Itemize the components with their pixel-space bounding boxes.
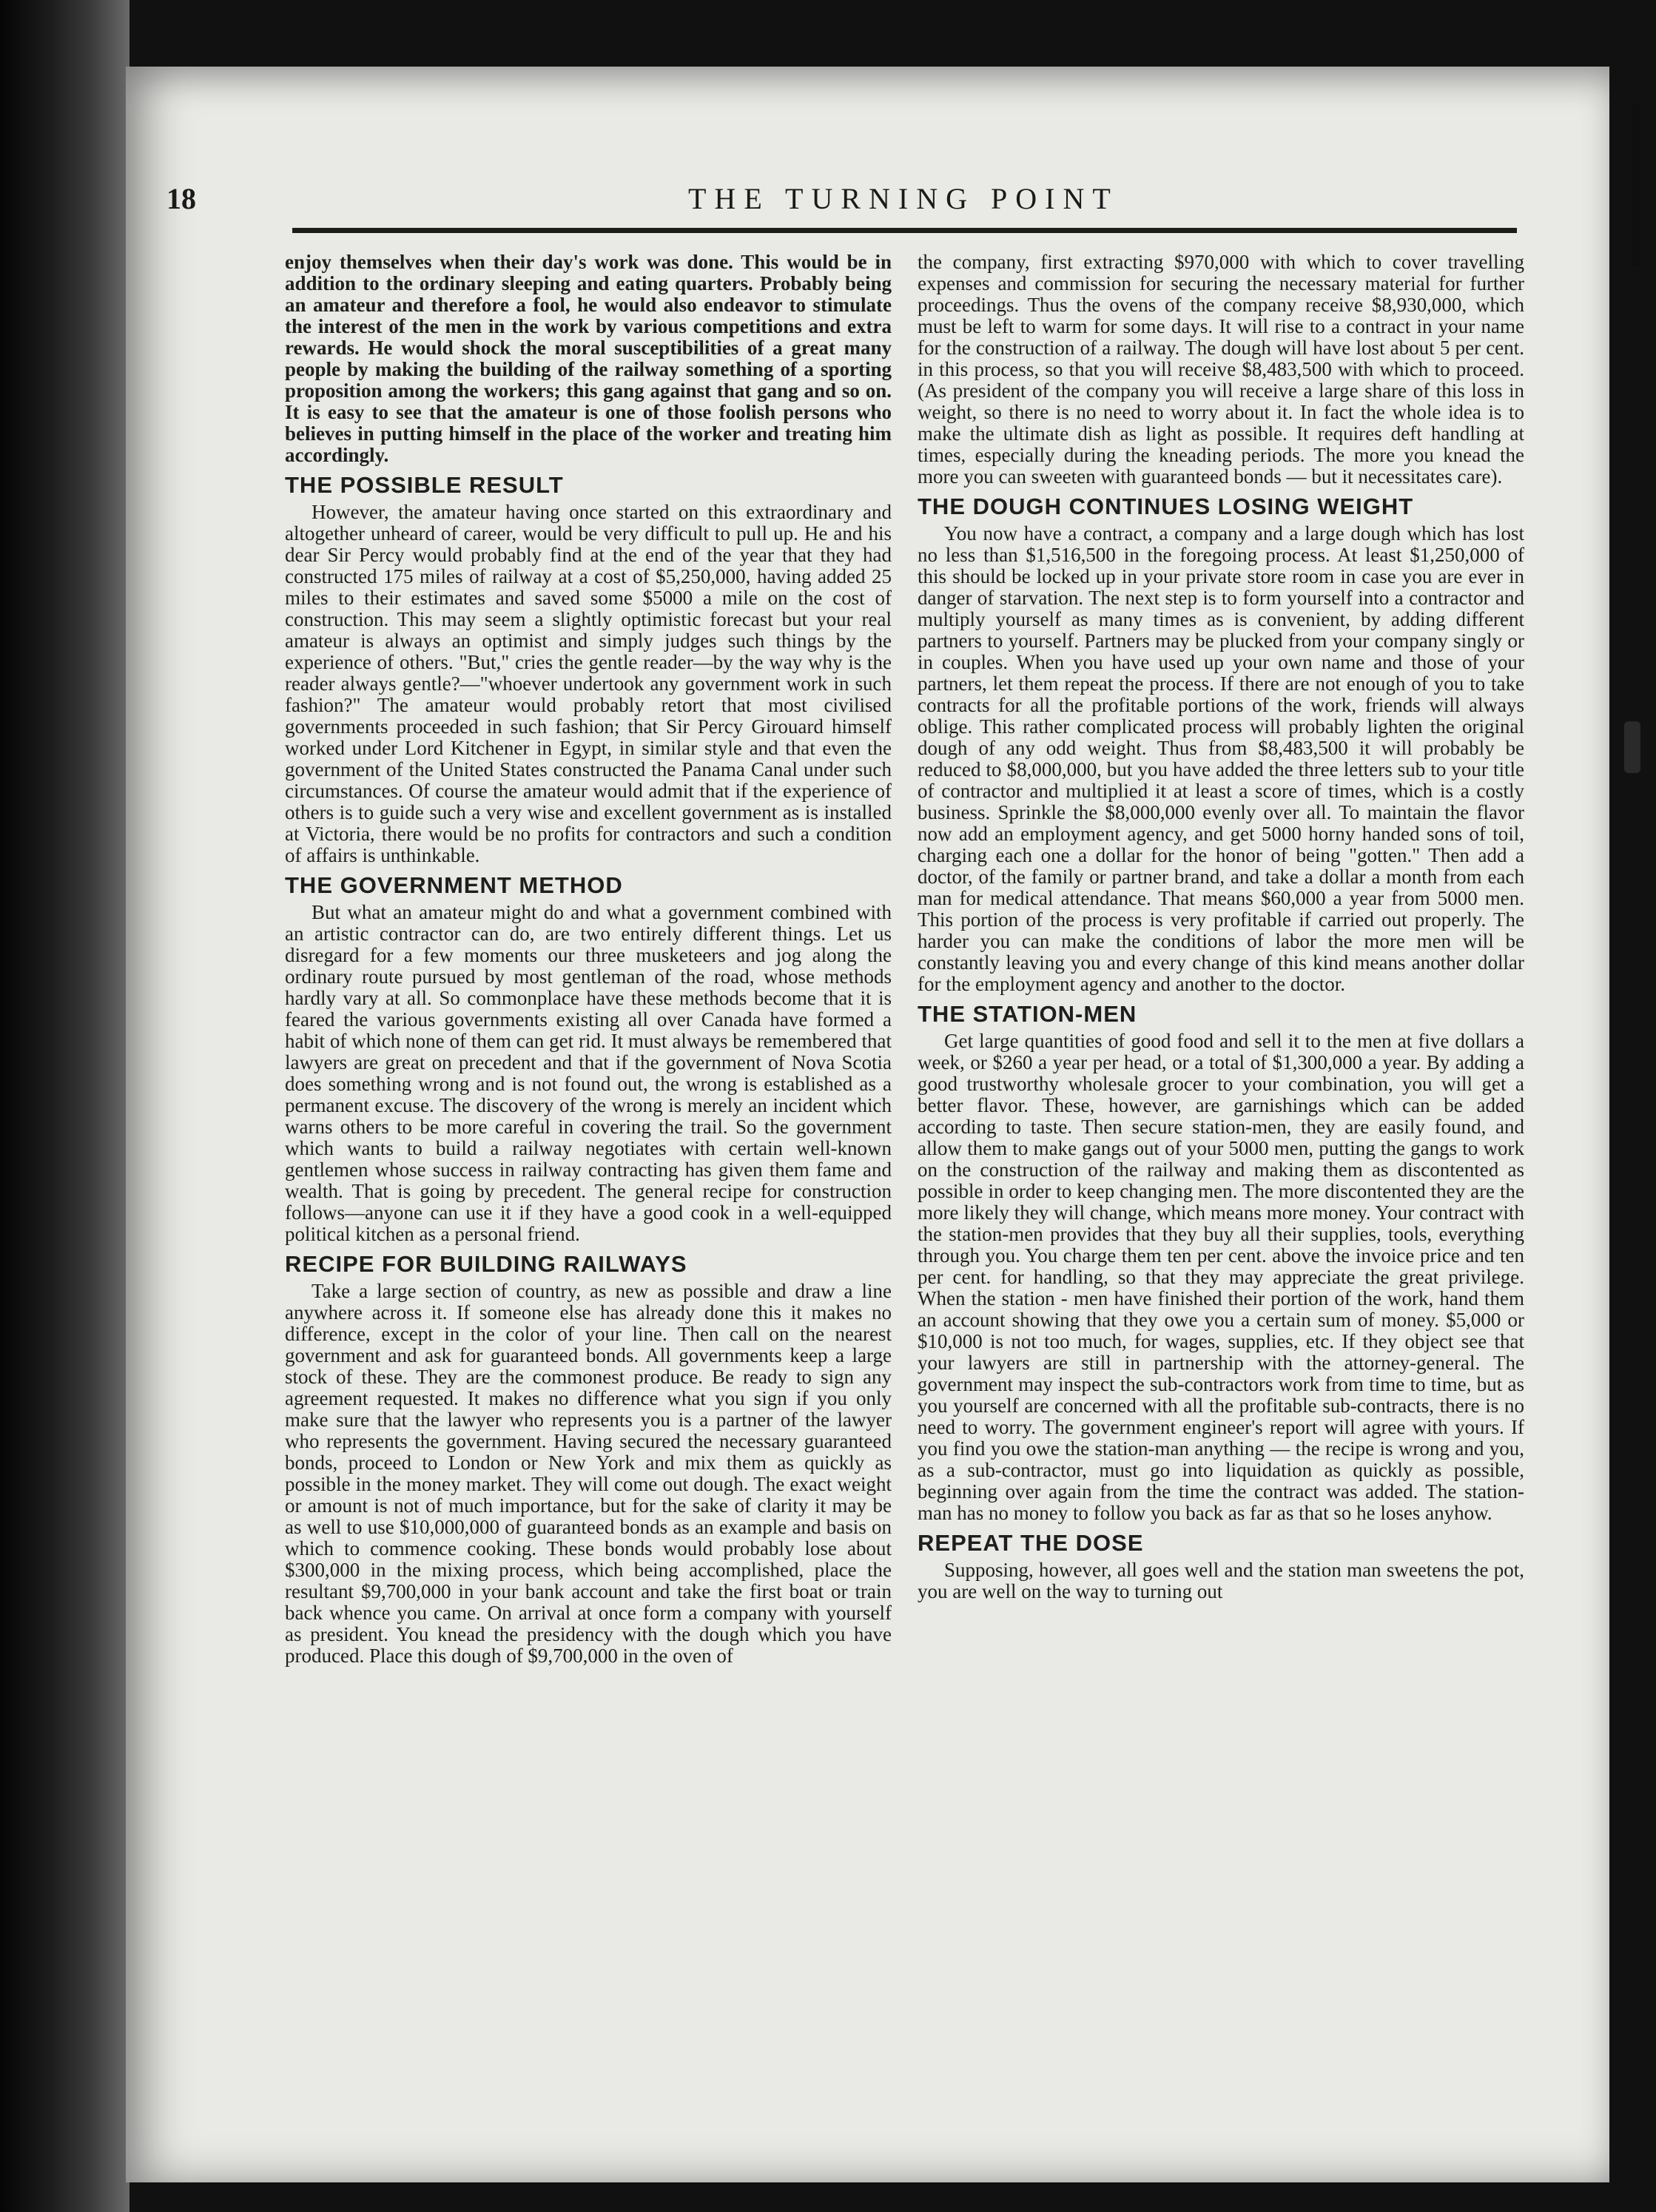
body-paragraph: However, the amateur having once started on this extraordinary and altogether unheard of career, would be very difficult to pull up. He and his dear Sir Percy would probably find at the end of the year that they had constructed 175 miles of railway at a cost of $5,250,000, having added 25 miles to their estimates and saved some $5000 a mile on the cost of construction. This may seem a slightly optimistic forecast but your real amateur is always an optimist and simply judges such things by the experience of others. "But," cries the gentle reader—by the way why is the reader always gentle?—"whoever undertook any government work in such fashion?" The amateur would probably retort that most civilised governments proceeded in such fashion; that Sir Percy Girouard himself worked under Lord Kitchener in Egypt, in similar style and that even the government of the United States constructed the Panama Canal under such circumstances. Of course the amateur would admit that if the experience of others is to guide such a very wise and excellent government as is installed at Victoria, there would be no profits for contractors and such a condition of affairs is unthinkable. (285, 501, 892, 866)
section-heading: THE DOUGH CONTINUES LOSING WEIGHT (918, 493, 1414, 519)
scan-edge-mark (1624, 721, 1640, 773)
scan-edge-mark (1632, 104, 1640, 266)
left-column (285, 252, 892, 1983)
section-heading: THE POSSIBLE RESULT (285, 472, 564, 498)
section-heading: RECIPE FOR BUILDING RAILWAYS (285, 1251, 687, 1277)
body-paragraph: Get large quantities of good food and sell it to the men at five dollars a week, or $260 a year per head, or a total of $1,300,000 a year. By adding a good trustworthy wholesale grocer to your combination, you will get a better flavor. These, however, are garnishings which can be added according to taste. Then secure station-men, they are easily found, and allow them to make gangs out of your 5000 men, putting the gangs to work on the construction of the railway and making them as discontented as possible in order to keep changing men. The more discontented they are the more likely they will change, which means more money. Your contract with the station-men provides that they buy all their supplies, tools, everything through you. You charge them ten per cent. above the invoice price and ten per cent. for handling, so that they may appreciate the great privilege. When the station - men have finished their portion of the work, hand them an account showing that they owe you a certain sum of money. $5,000 or $10,000 is not too much, for wages, supplies, etc. If they object see that your lawyers are still in partnership with the attorney-general. The government may inspect the sub-contractors work from time to time, but as you yourself are concerned with all the profitable sub-contracts, there is no need to worry. The government engineer's report will agree with yours. If you find you owe the station-man anything — the recipe is wrong and you, as a sub-contractor, must go into liquidation as quickly as possible, beginning over again from the time the contract was added. The station-man has no money to follow you back as far as that so he loses anyhow. (918, 1030, 1524, 1524)
right-column (918, 252, 1524, 1983)
body-paragraph: You now have a contract, a company and a large dough which has lost no less than $1,516,500 in the foregoing process. At least $1,250,000 of this should be locked up in your private store room in case you are ever in danger of starvation. The next step is to form yourself into a contractor and multiply yourself as many times as is convenient, by adding different partners to yourself. Partners may be plucked from your company singly or in couples. When you have used up your own name and those of your partners, let them repeat the process. If there are not enough of you to take contracts for all the profitable portions of the work, friends will always oblige. This rather complicated process will probably lighten the original dough of any odd weight. Thus from $8,483,500 it will probably be reduced to $8,000,000, but you have added the three letters sub to your title of contractor and multiplied it at least a score of times, which is a costly business. Sprinkle the $8,000,000 evenly over all. To maintain the flavor now add an employment agency, and get 5000 horny handed sons of toil, charging each one a dollar for the honor of being "gotten." Then add a doctor, of the family or partner brand, and take a dollar a month from each man for medical attendance. That means $60,000 a year from 5000 men. This portion of the process is very profitable if carried out properly. The harder you can make the conditions of labor the more men will be constantly leaving you and every change of this kind means another dollar for the employment agency and another to the doctor. (918, 522, 1524, 995)
intro-paragraph: the company, first extracting $970,000 with which to cover travelling expenses and commission for securing the necessary material for further proceedings. Thus the ovens of the company receive $8,930,000, which must be left to warm for some days. It will rise to a contract in your name for the construction of a railway. The dough will have lost about 5 per cent. in this process, so that you will receive $8,483,500 with which to proceed. (As president of the company you will receive a large share of this loss in weight, so there is no need to worry about it. In fact the whole idea is to make the ultimate dish as light as possible. It requires deft handling at times, especially during the kneading periods. The more you knead the more you can sweeten with guaranteed bonds — but it necessitates care). (918, 252, 1524, 488)
intro-paragraph: enjoy themselves when their day's work was done. This would be in addition to the ordinary sleeping and eating quarters. Probably being an amateur and therefore a fool, he would also endeavor to stimulate the interest of the men in the work by various competitions and extra rewards. He would shock the moral susceptibilities of a great many people by making the building of the railway something of a sporting proposition among the workers; this gang against that gang and so on. It is easy to see that the amateur is one of those foolish persons who believes in putting himself in the place of the worker and treating him accordingly. (285, 252, 892, 466)
page-number: 18 (166, 182, 196, 215)
section-heading: THE STATION-MEN (918, 1001, 1137, 1027)
body-paragraph: Take a large section of country, as new as possible and draw a line anywhere across it. If someone else has already done this it makes no difference, except in the color of your line. Then call on the nearest government and ask for guaranteed bonds. All governments keep a large stock of these. They are the commonest produce. Be ready to sign any agreement requested. It makes no difference what you sign if you only make sure that the lawyer who represents you is a partner of the lawyer who represents the government. Having secured the necessary guaranteed bonds, proceed to London or New York and mix them as quickly as possible in the money market. They will come out dough. The exact weight or amount is not of much importance, but for the sake of clarity it may be as well to use $10,000,000 of guaranteed bonds as an example and basis on which to commence cooking. These bonds would probably lose about $300,000 in the mixing process, which being accomplished, place the resultant $9,700,000 in your bank account and take the first boat or train back whence you came. On arrival at once form a company with yourself as president. You knead the presidency with the dough which you have produced. Place this dough of $9,700,000 in the oven of (285, 1280, 892, 1667)
scan-dark-edge (0, 0, 129, 2212)
running-head-title: THE TURNING POINT (688, 182, 1119, 215)
body-paragraph: Supposing, however, all goes well and the station man sweetens the pot, you are well on the way to turning out (918, 1559, 1524, 1602)
section-heading: THE GOVERNMENT METHOD (285, 872, 623, 898)
section-heading: REPEAT THE DOSE (918, 1530, 1144, 1556)
header-rule (292, 228, 1517, 233)
body-paragraph: But what an amateur might do and what a government combined with an artistic contractor can do, are two entirely different things. Let us disregard for a few moments our three musketeers and jog along the ordinary route pursued by most gentleman of the road, whose methods hardly vary at all. So commonplace have these methods become that it is feared the various governments existing all over Canada have formed a habit of which none of them can get rid. It must always be remembered that lawyers are great on precedent and that if the government of Nova Scotia does something wrong and is not found out, the wrong is established as a permanent excuse. The discovery of the wrong is merely an incident which warns others to be more careful in covering the trail. So the government which wants to build a railway negotiates with certain well-known gentlemen whose success in railway contracting has given them fame and wealth. That is going by precedent. The general recipe for construction follows—anyone can use it if they have a good cook in a well-equipped political kitchen as a personal friend. (285, 901, 892, 1245)
